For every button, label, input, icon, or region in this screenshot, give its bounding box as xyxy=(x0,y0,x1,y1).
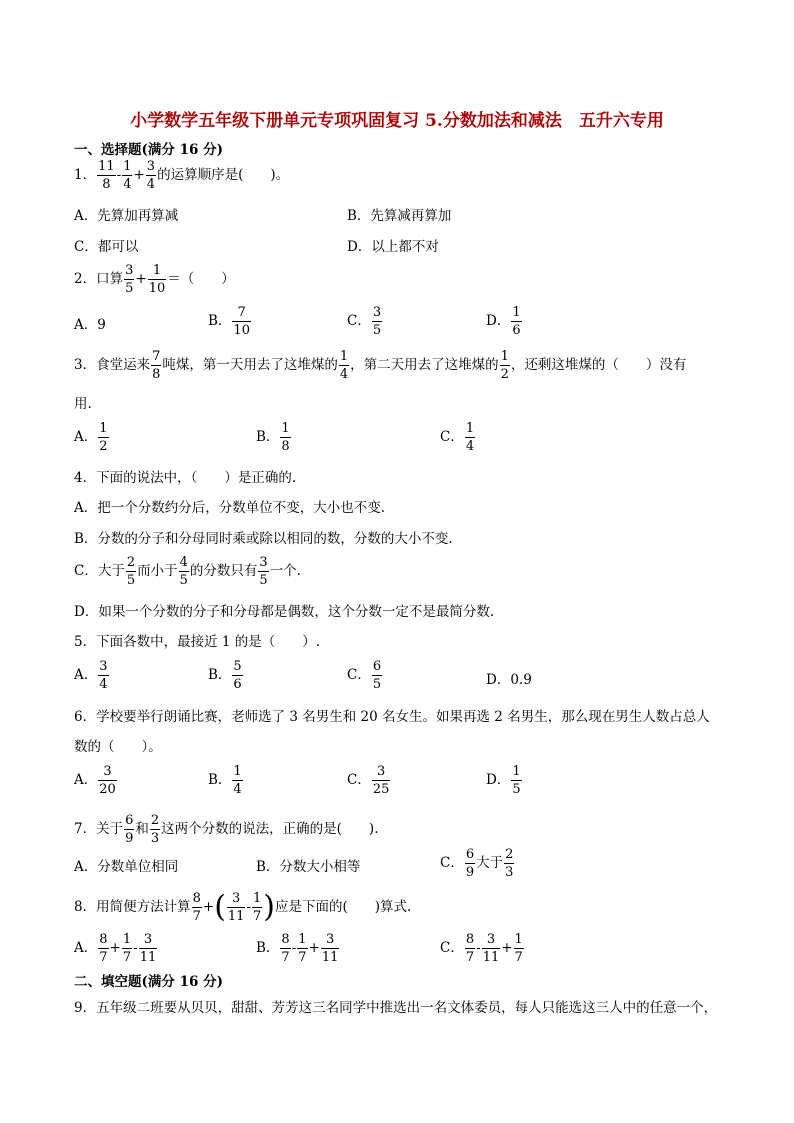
fraction-4-5: $\frac{4}{5}$ xyxy=(179,555,188,588)
q1-option-c: C．都可以 xyxy=(74,239,139,255)
fraction-3-11: $\frac{3}{11}$ xyxy=(227,891,245,924)
fraction-1-7: $\frac{1}{7}$ xyxy=(253,891,262,924)
q7-option-c: C． $\frac{6}{9}$ 大于 $\frac{2}{3}$ xyxy=(440,847,514,880)
q1-option-a: A．先算加再算减 xyxy=(74,208,179,224)
fraction-3-11: $\frac{3}{11}$ xyxy=(321,932,339,965)
fraction-7-8: $\frac{7}{8}$ xyxy=(152,349,161,382)
fraction-3-5: $\frac{3}{5}$ xyxy=(259,555,268,588)
q4-option-c: C．大于 $\frac{2}{5}$ 而小于 $\frac{4}{5}$ 的分数只有 $\frac{3}{5}$ 一个. xyxy=(74,555,301,588)
fraction-6-9: $\frac{6}{9}$ xyxy=(465,847,475,880)
question-4: 4．下面的说法中，（ ）是正确的. xyxy=(74,470,297,486)
fraction-3-5: $\frac{3}{5}$ xyxy=(125,263,134,296)
question-7: 7．关于 $\frac{6}{9}$ 和 $\frac{2}{3}$ 这两个分数的说法，正确的是( ). xyxy=(74,813,379,846)
question-2-tail: ＝（ ） xyxy=(167,271,235,287)
q6-option-a: A． $\frac{3}{20}$ xyxy=(74,764,116,797)
question-1 xyxy=(74,160,289,191)
right-parenthesis: ) xyxy=(263,889,276,925)
question-5: 5．下面各数中，最接近 1 的是（ ）. xyxy=(74,634,321,650)
fraction-1-10: $\frac{1}{10}$ xyxy=(148,263,166,296)
q7-option-b: B．分数大小相等 xyxy=(256,859,361,875)
fraction-1-2: $\frac{1}{2}$ xyxy=(500,349,509,382)
fraction-1-2: $\frac{1}{2}$ xyxy=(99,421,108,454)
section-heading-fill: 二、填空题(满分 16 分) xyxy=(74,974,223,990)
fraction-2-3: $\frac{2}{3}$ xyxy=(150,813,160,846)
plus-sign: + xyxy=(202,899,215,915)
question-2 xyxy=(74,264,235,295)
section-heading-choice: 一、选择题(满分 16 分) xyxy=(74,142,223,158)
question-2-lead: 2．口算 xyxy=(74,271,124,287)
q2-option-c: C． $\frac{3}{5}$ xyxy=(347,305,382,338)
q1-option-b: B．先算减再算加 xyxy=(347,208,452,224)
q4-option-a: A．把一个分数约分后，分数单位不变，大小也不变. xyxy=(74,500,386,516)
minus-sign: - xyxy=(116,167,122,183)
q5-option-a: A． $\frac{3}{4}$ xyxy=(74,659,108,692)
page-title: 小学数学五年级下册单元专项巩固复习 5.分数加法和减法 五升六专用 xyxy=(130,111,664,131)
q3-option-b: B． $\frac{1}{8}$ xyxy=(256,421,290,454)
fraction-1-7: $\frac{1}{7}$ xyxy=(298,932,307,965)
q6-option-d: D． $\frac{1}{5}$ xyxy=(486,764,521,797)
fraction-3-4: $\frac{3}{4}$ xyxy=(99,659,108,692)
plus-sign: + xyxy=(135,271,147,287)
fraction-1-4: $\frac{1}{4}$ xyxy=(465,421,475,454)
fraction-1-6: $\frac{1}{6}$ xyxy=(512,305,521,338)
question-3: 3．食堂运来 $\frac{7}{8}$ 吨煤，第一天用去了这堆煤的 $\frac{1}{4}$ ，第二天用去了这堆煤的 $\frac{1}{2}$ ，还剩这堆煤的（ ）没有 xyxy=(74,349,687,382)
question-3-continued: 用. xyxy=(74,396,92,412)
question-9: 9．五年级二班要从贝贝，甜甜、芳芳这三名同学中推选出一名文体委员，每人只能选这三人中的任意一个， xyxy=(74,1000,718,1016)
fraction-3-20: $\frac{3}{20}$ xyxy=(99,764,116,797)
q3-option-c: C． $\frac{1}{4}$ xyxy=(440,421,475,454)
plus-sign: + xyxy=(133,167,145,183)
minus-sign: - xyxy=(246,899,252,915)
q6-option-c: C． $\frac{3}{25}$ xyxy=(347,764,390,797)
fraction-3-5: $\frac{3}{5}$ xyxy=(372,305,382,338)
fraction-1-5: $\frac{1}{5}$ xyxy=(512,764,521,797)
q3-option-a: A． $\frac{1}{2}$ xyxy=(74,421,108,454)
fraction-1-7: $\frac{1}{7}$ xyxy=(514,932,523,965)
fraction-6-5: $\frac{6}{5}$ xyxy=(372,659,382,692)
q5-option-d: D．0.9 xyxy=(486,672,532,688)
question-1-stem: 的运算顺序是( )。 xyxy=(157,167,290,183)
q8-option-a: A． $\frac{8}{7}$ + $\frac{1}{7}$ - $\frac{3}{11}$ xyxy=(74,932,157,965)
q1-option-d: D．以上都不对 xyxy=(347,239,439,255)
q5-option-c: C． $\frac{6}{5}$ xyxy=(347,659,382,692)
question-1-number: 1． xyxy=(74,167,97,183)
fraction-3-4: $\frac{3}{4}$ xyxy=(146,159,156,192)
fraction-3-11: $\frac{3}{11}$ xyxy=(139,932,157,965)
fraction-8-7: $\frac{8}{7}$ xyxy=(465,932,475,965)
fraction-8-7: $\frac{8}{7}$ xyxy=(281,932,290,965)
question-6: 6．学校要举行朗诵比赛，老师选了 3 名男生和 20 名女生。如果再选 2 名男生，那么现在男生人数占总人 xyxy=(74,709,710,725)
fraction-8-7: $\frac{8}{7}$ xyxy=(99,932,108,965)
fraction-2-5: $\frac{2}{5}$ xyxy=(126,555,136,588)
q4-option-b: B．分数的分子和分母同时乘或除以相同的数，分数的大小不变. xyxy=(74,531,453,547)
fraction-6-9: $\frac{6}{9}$ xyxy=(125,813,134,846)
fraction-3-25: $\frac{3}{25}$ xyxy=(372,764,390,797)
q5-option-b: B． $\frac{5}{6}$ xyxy=(208,659,242,692)
fraction-1-7: $\frac{1}{7}$ xyxy=(122,932,132,965)
left-parenthesis: ( xyxy=(214,889,226,925)
q7-option-a: A．分数单位相同 xyxy=(74,859,179,875)
fraction-3-11: $\frac{3}{11}$ xyxy=(482,932,500,965)
fraction-1-4: $\frac{1}{4}$ xyxy=(339,349,349,382)
fraction-11-8: $\frac{11}{8}$ xyxy=(98,159,115,192)
fraction-2-3: $\frac{2}{3}$ xyxy=(505,847,514,880)
q4-option-d: D．如果一个分数的分子和分母都是偶数，这个分数一定不是最简分数. xyxy=(74,604,495,620)
q2-option-b: B． $\frac{7}{10}$ xyxy=(208,305,250,338)
question-8: 8．用简便方法计算 $\frac{8}{7}$ +( $\frac{3}{11}$ - $\frac{1}{7}$ )应是下面的( )算式. xyxy=(74,889,412,925)
q2-option-a: A．9 xyxy=(74,317,106,333)
q2-option-d: D． $\frac{1}{6}$ xyxy=(486,305,521,338)
fraction-8-7: $\frac{8}{7}$ xyxy=(192,891,201,924)
q8-option-c: C． $\frac{8}{7}$ - $\frac{3}{11}$ + $\frac{1}{7}$ xyxy=(440,932,523,965)
fraction-7-10: $\frac{7}{10}$ xyxy=(233,305,250,338)
fraction-5-6: $\frac{5}{6}$ xyxy=(233,659,242,692)
q8-option-b: B． $\frac{8}{7}$ - $\frac{1}{7}$ + $\frac{3}{11}$ xyxy=(256,932,339,965)
question-6-continued: 数的（ ）。 xyxy=(74,739,162,755)
fraction-1-4: $\frac{1}{4}$ xyxy=(233,764,242,797)
fraction-1-8: $\frac{1}{8}$ xyxy=(281,421,290,454)
fraction-1-4: $\frac{1}{4}$ xyxy=(123,159,132,192)
q6-option-b: B． $\frac{1}{4}$ xyxy=(208,764,242,797)
